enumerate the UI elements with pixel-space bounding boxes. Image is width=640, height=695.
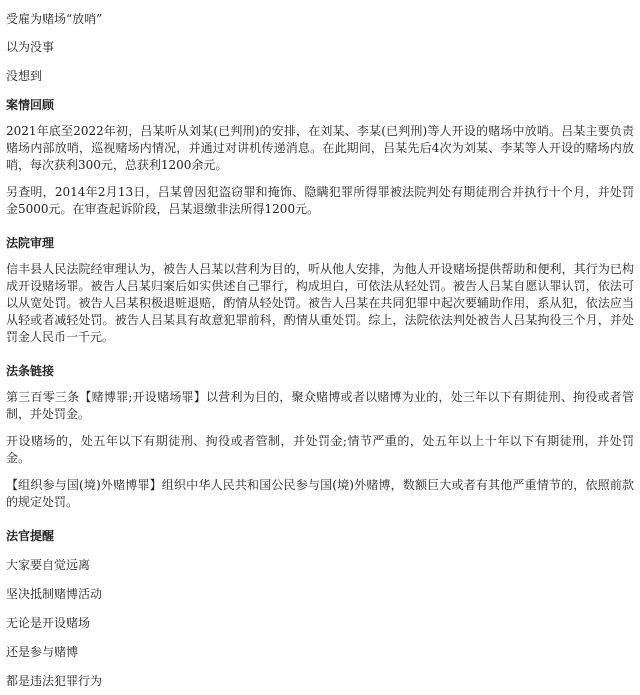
law-link-paragraph-2: 开设赌场的，处五年以下有期徒刑、拘役或者管制，并处罚金;情节严重的，处五年以上十年以下有期徒刑，并处罚金。 bbox=[6, 434, 634, 465]
case-review-heading: 案情回顾 bbox=[6, 97, 55, 112]
law-link-paragraph-3: 【组织参与国(境)外赌博罪】组织中华人民共和国公民参与国(境)外赌博，数额巨大或者有其他严重情节的，依照前款的规定处罚。 bbox=[6, 478, 634, 509]
court-trial-paragraph: 信丰县人民法院经审理认为，被告人吕某以营利为目的，听从他人安排，为他人开设赌场提供帮助和便利，其行为已构成开设赌场罪。被告人吕某归案后如实供述自己罪行，构成坦白，可依法从轻处罚。被告人吕某自愿认罪认罚，依法可以从宽处罚。被告人吕某积极退赃退赔，酌情从轻处罚。被告人吕某在共同犯罪中起次要辅助作用，系从犯，依法应当从轻或者减轻处罚。被告人吕某具有故意犯罪前科，酌情从重处罚。综上，法院依法判处被告人吕某拘役三个月，并处罚金人民币一千元。 bbox=[6, 262, 634, 344]
intro-line-3: 没想到 bbox=[6, 68, 43, 83]
case-review-paragraph-1: 2021年底至2022年初，吕某听从刘某(已判刑)的安排，在刘某、李某(已判刑)等人开设的赌场中放哨。吕某主要负责赌场内部放哨，巡视赌场内情况，并通过对讲机传递消息。在此期间，吕某先后4次为刘某、李某等人开设的赌场内放哨，每次获利300元，总获利1200余元。 bbox=[6, 124, 634, 172]
case-review-paragraph-2: 另查明，2014年2月13日，吕某曾因犯盗窃罪和掩饰、隐瞒犯罪所得罪被法院判处有期徒刑合并执行十个月，并处罚金5000元。在审查起诉阶段，吕某退缴非法所得1200元。 bbox=[6, 185, 634, 216]
reminder-line: 大家要自觉远离 bbox=[6, 557, 91, 572]
judge-reminder-heading: 法官提醒 bbox=[6, 528, 55, 543]
law-link-heading: 法条链接 bbox=[6, 363, 55, 378]
reminder-line: 无论是开设赌场 bbox=[6, 615, 91, 630]
intro-line-1: 受雇为赌场“放哨” bbox=[6, 12, 103, 26]
reminder-line: 都是违法犯罪行为 bbox=[6, 673, 103, 688]
intro-line-2: 以为没事 bbox=[6, 39, 55, 54]
reminder-line: 坚决抵制赌博活动 bbox=[6, 586, 103, 601]
court-trial-heading: 法院审理 bbox=[6, 235, 55, 250]
law-link-paragraph-1: 第三百零三条【赌博罪;开设赌场罪】以营利为目的，聚众赌博或者以赌博为业的，处三年以下有期徒刑、拘役或者管制，并处罚金。 bbox=[6, 390, 634, 421]
reminder-line: 还是参与赌博 bbox=[6, 644, 79, 659]
